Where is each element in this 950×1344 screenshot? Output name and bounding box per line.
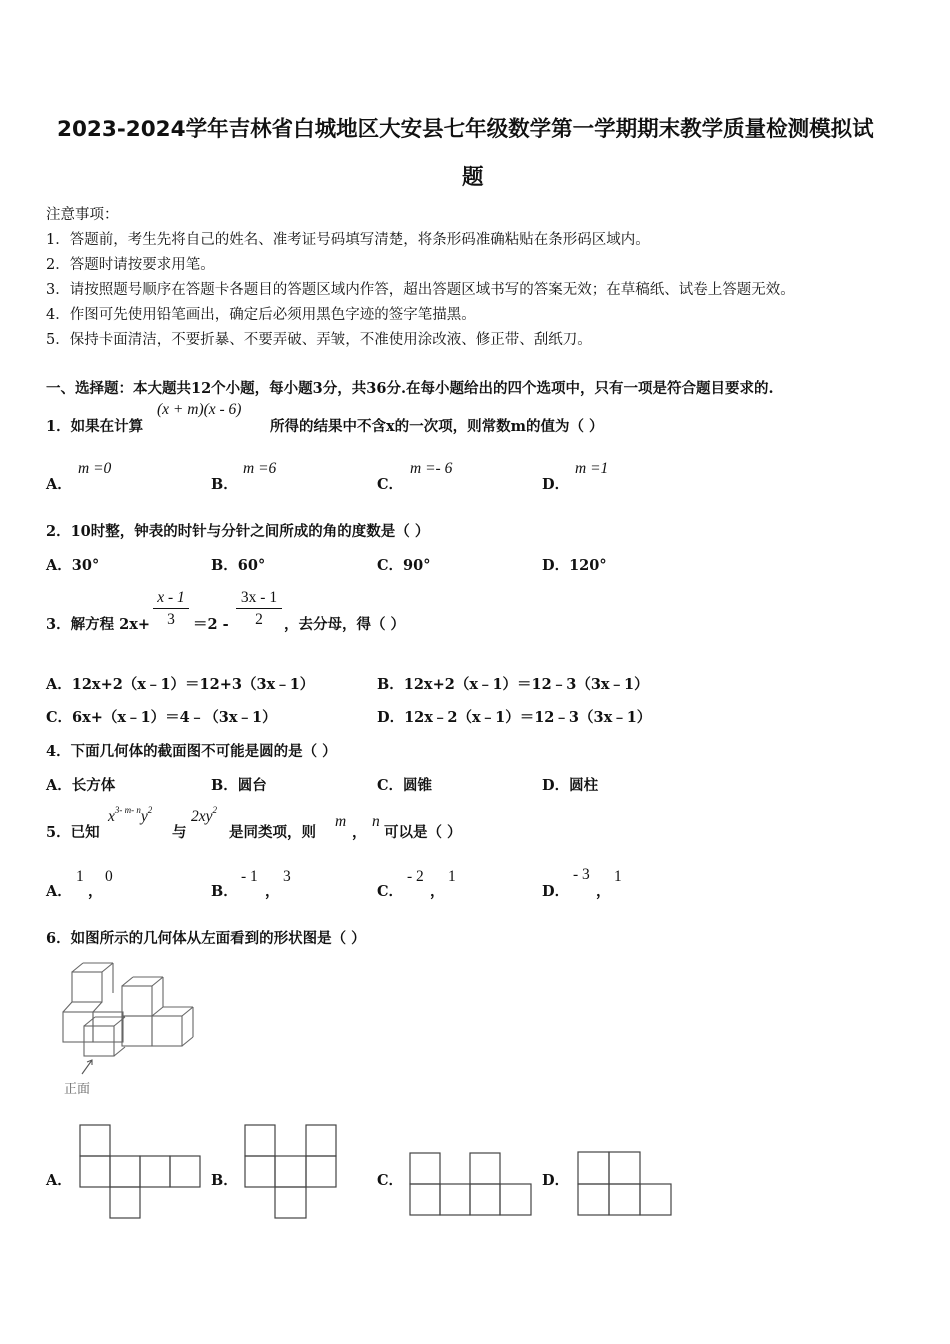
q6-front-label: 正面 [64,1082,91,1097]
q1-option-label: D． [542,476,570,493]
q6-option-c-figure [409,1152,533,1218]
notice-item: 5．保持卡面清洁，不要折暴、不要弄破、弄皱，不准使用涂改液、修正带、刮纸刀。 [46,332,592,348]
q3-prefix: 3．解方程 2x+ [46,616,151,633]
q5-option-b-value: 3 [283,868,291,885]
q2-stem: 2．10时整，钟表的时针与分针之间所成的角的度数是（ ） [46,523,430,540]
q6-option-b-figure [244,1124,338,1220]
q2-option: B．60° [211,557,266,574]
q4-option: D．圆柱 [542,777,599,794]
q5-option-separator: ， [88,883,103,900]
q1-option-value: m =6 [243,460,277,477]
q6-stem: 6．如图所示的几何体从左面看到的形状图是（ ） [46,930,366,947]
q1-option-label: A． [46,476,72,493]
q5-option-separator: ， [596,883,611,900]
q3-option-d: D．12x﹣2（x﹣1）＝12﹣3（3x﹣1） [377,709,652,726]
q1-option-label: B． [211,476,238,493]
q2-option: C．90° [377,557,431,574]
q5-prefix: 5．已知 [46,824,100,841]
q4-option: C．圆锥 [377,777,433,794]
q6-option-label: D． [542,1172,570,1189]
q2-option: D．120° [542,557,607,574]
page-title-line-1: 2023-2024学年吉林省白城地区大安县七年级数学第一学期期末教学质量检测模拟试 [57,117,874,142]
q6-option-label: C． [377,1172,404,1189]
q4-option: A．长方体 [46,777,116,794]
notice-item: 1．答题前，考生先将自己的姓名、准考证号码填写清楚，将条形码准确粘贴在条形码区域内。 [46,232,650,248]
q2-option: A．30° [46,557,100,574]
q3-option-b: B．12x+2（x﹣1）＝12﹣3（3x﹣1） [377,676,649,693]
q5-comma: ， [352,824,367,841]
notice-item: 2．答题时请按要求用笔。 [46,257,215,273]
q3-suffix: ，去分母，得（ ） [284,616,406,633]
q5-option-a-value: - 3 [573,866,590,883]
q5-option-a-value: - 2 [407,868,424,885]
notice-heading: 注意事项： [46,207,119,223]
q5-term-1: $x^{3- m- n}y^2$ [108,805,153,825]
notice-item: 4．作图可先使用铅笔画出，确定后必须用黑色字迹的签字笔描黑。 [46,307,476,323]
q3-fraction-2: $\frac{3x - 1}{2}$ [236,589,282,629]
notice-item: 3．请按照题号顺序在答题卡各题目的答题区域内作答，超出答题区域书写的答案无效；在草稿纸、试卷上答题无效。 [46,282,795,298]
q5-option-label: C． [377,883,404,900]
q5-option-a-value: - 1 [241,868,258,885]
q1-suffix: 所得的结果中不含x的一次项，则常数m的值为（ ） [270,418,604,435]
q5-option-b-value: 1 [614,868,622,885]
q5-option-label: D． [542,883,570,900]
q5-option-b-value: 0 [105,868,113,885]
q6-option-label: A． [46,1172,72,1189]
q4-option: B．圆台 [211,777,267,794]
q4-stem: 4．下面几何体的截面图不可能是圆的是（ ） [46,743,337,760]
q5-variable-m: m [335,813,347,830]
q6-option-label: B． [211,1172,238,1189]
q1-expression: (x + m)(x - 6) [157,401,242,418]
q5-option-separator: ， [265,883,280,900]
q6-option-d-figure [577,1151,673,1217]
q5-term-2: $2xy^2$ [191,805,218,825]
q1-option-value: m =1 [575,460,609,477]
q5-option-b-value: 1 [448,868,456,885]
q5-middle: 是同类项，则 [229,824,316,841]
q1-prefix: 1．如果在计算 [46,418,144,435]
q5-with: 与 [172,824,187,841]
section-heading: 一、选择题：本大题共12个小题，每小题3分，共36分.在每小题给出的四个选项中，只有一项是符合题目要求的. [46,380,774,397]
q3-option-c: C．6x+（x﹣1）＝4﹣（3x﹣1） [46,709,277,726]
q5-suffix: 可以是（ ） [384,824,462,841]
q1-option-value: m =- 6 [410,460,453,477]
q1-option-value: m =0 [78,460,112,477]
q6-option-a-figure [79,1124,201,1220]
q1-option-label: C． [377,476,404,493]
q3-option-a: A．12x+2（x﹣1）＝12+3（3x﹣1） [46,676,315,693]
q6-solid-figure [58,958,198,1098]
q5-option-a-value: 1 [76,868,84,885]
q3-fraction-1: $\frac{x - 1}{3}$ [153,589,189,629]
q5-option-separator: ， [430,883,445,900]
q3-middle: ＝2 - [193,616,229,633]
page-title-line-2: 题 [462,165,484,190]
q5-option-label: B． [211,883,238,900]
q5-option-label: A． [46,883,72,900]
q5-variable-n: n [372,813,380,830]
